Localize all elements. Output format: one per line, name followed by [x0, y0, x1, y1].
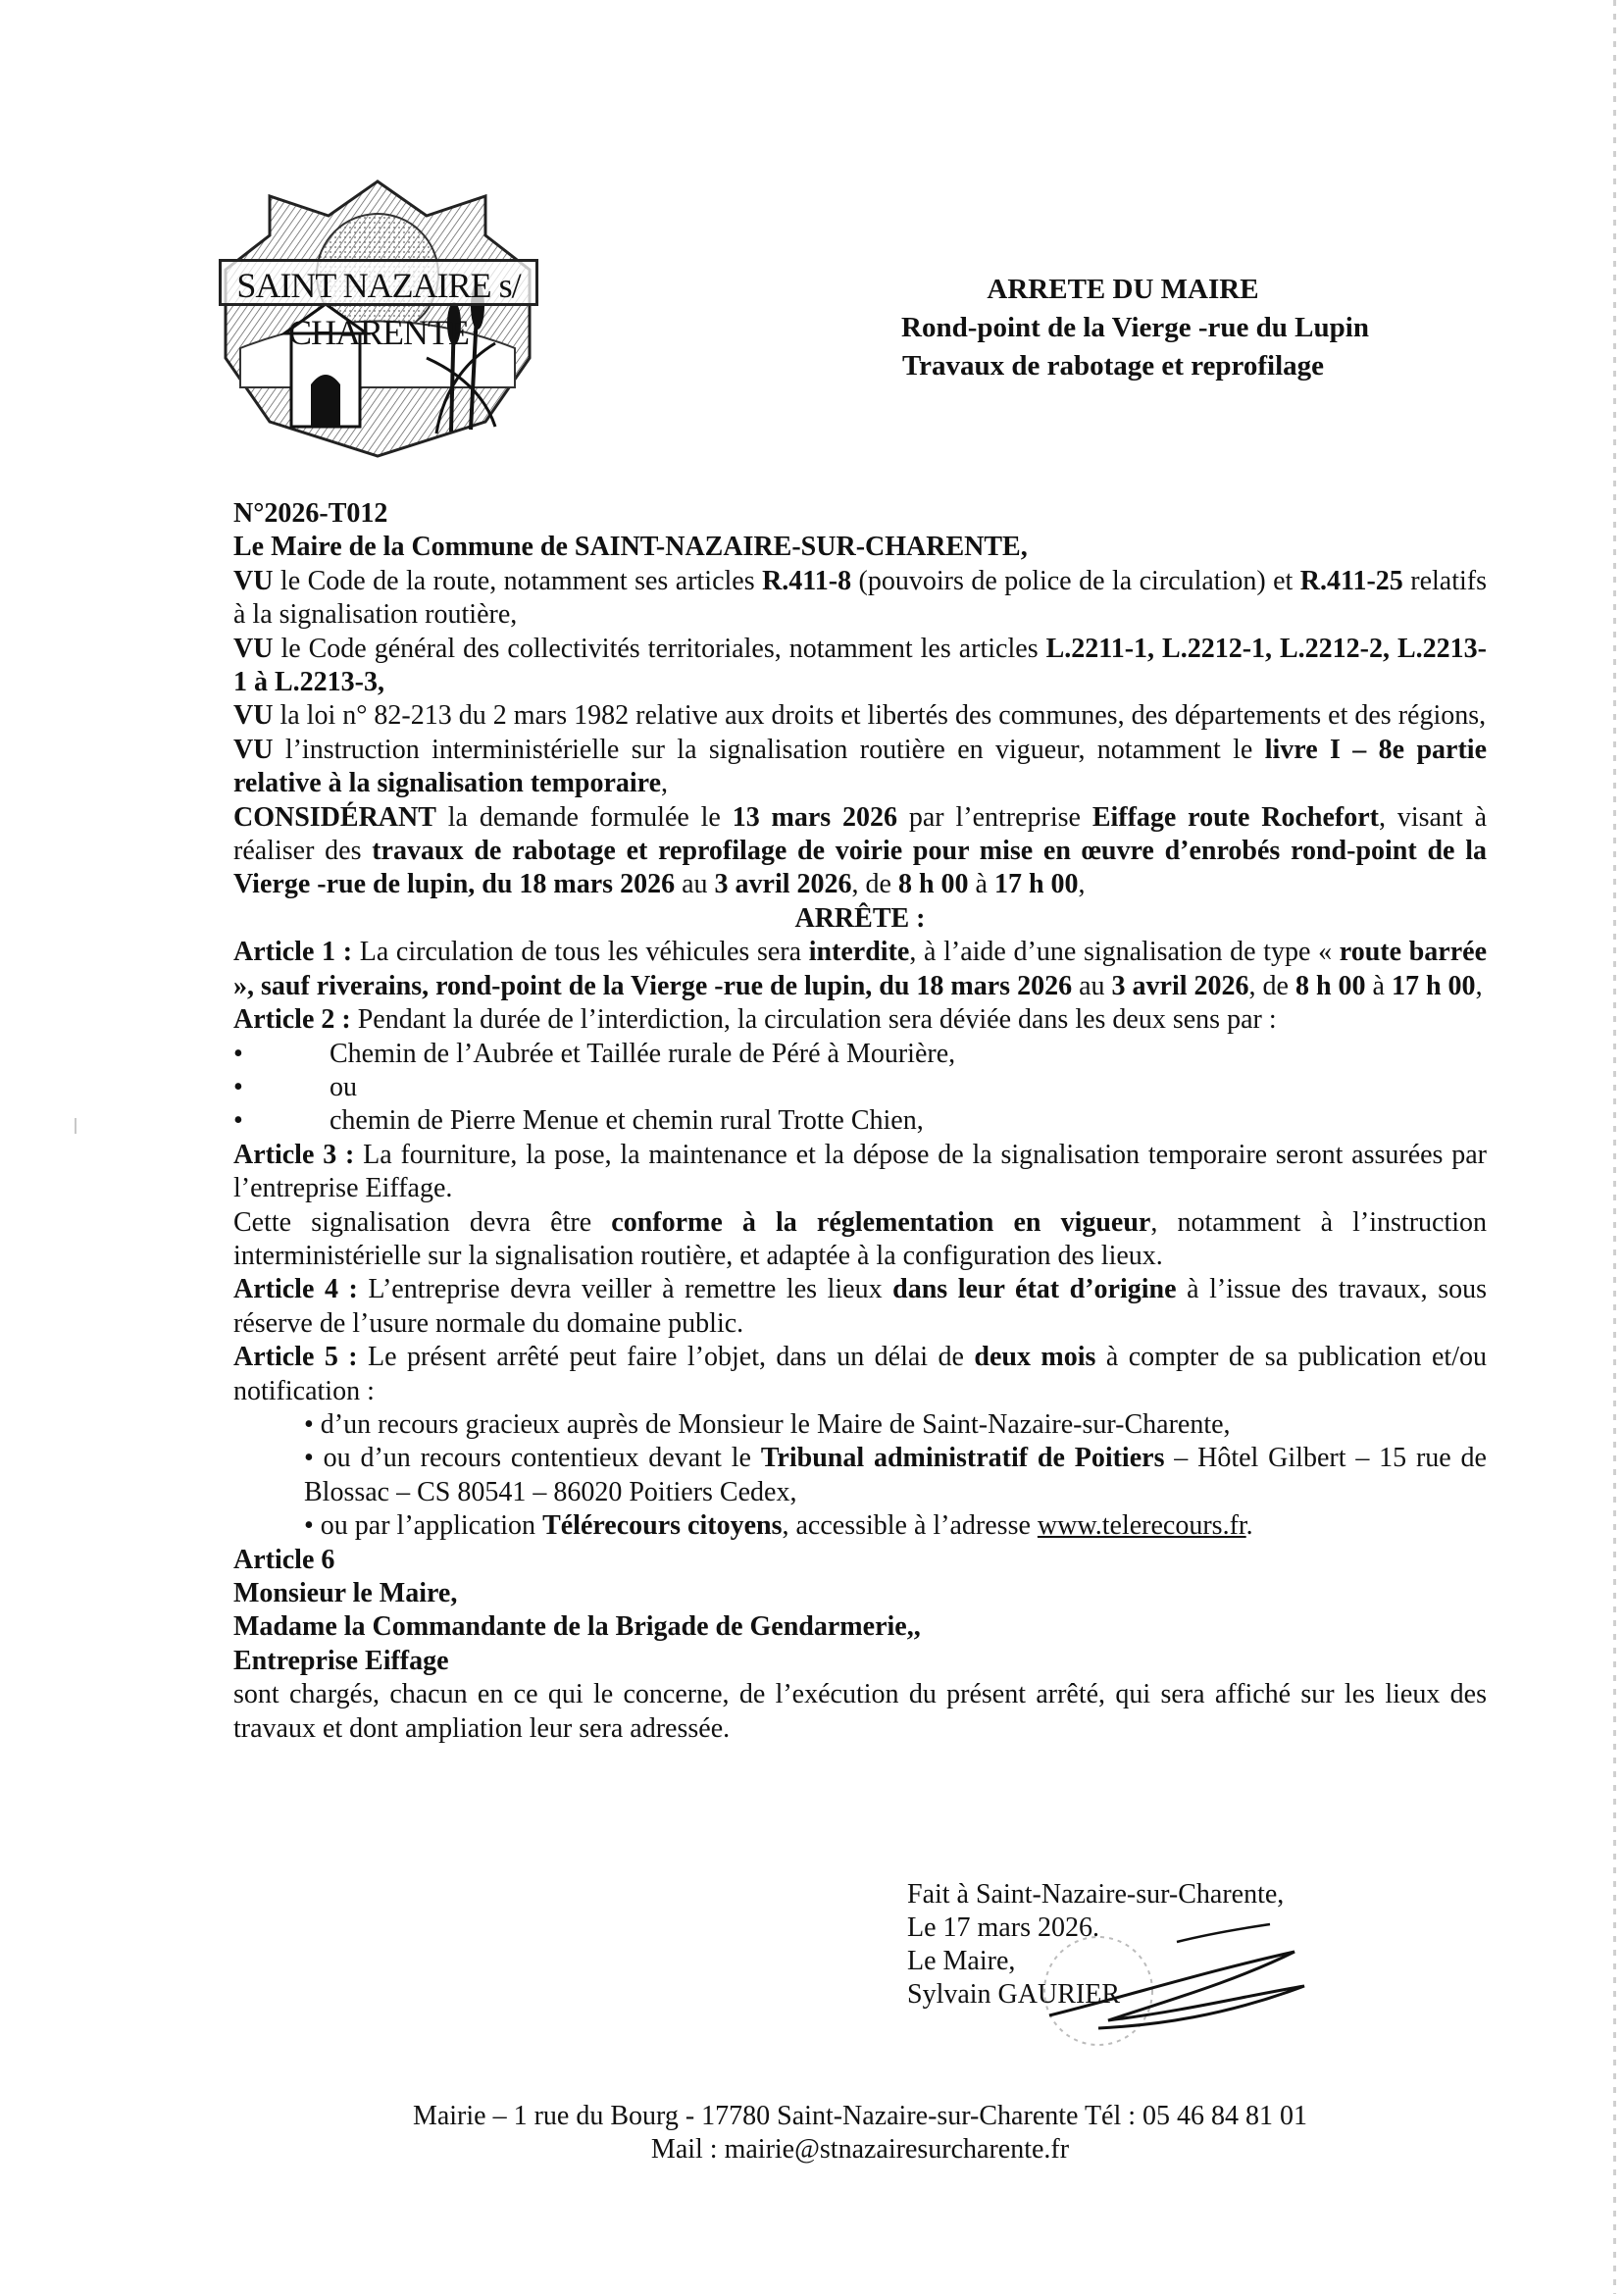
arrete-heading: ARRÊTE :	[794, 902, 926, 934]
telerecours-link[interactable]: www.telerecours.fr	[1037, 1510, 1246, 1542]
appeal-list	[233, 1408, 1487, 1544]
recipient: Madame la Commandante de la Brigade de Gendarmerie,,	[233, 1611, 921, 1643]
article-1: Article 1 : La circulation de tous les véhicules sera interdite, à l’aide d’une signalisation de type « route barrée », sauf riverains, rond-point de la Vierge -rue de lupin, du 18 mars 2026 au 3 avril 2026, de 8 h 00 à 17 h 00,	[233, 937, 1487, 1001]
recipient: Monsieur le Maire,	[233, 1578, 458, 1608]
town-logo	[201, 177, 554, 461]
signature-place: Fait à Saint-Nazaire-sur-Charente,	[907, 1879, 1285, 1910]
article-3: Article 3 : La fourniture, la pose, la maintenance et la dépose de la signalisation temporaire seront assurées par l’entreprise Eiffage.	[233, 1139, 1487, 1204]
recipient: Entreprise Eiffage	[233, 1645, 449, 1676]
footer-address: Mairie – 1 rue du Bourg - 17780 Saint-Nazaire-sur-Charente Tél : 05 46 84 81 01	[412, 2101, 1308, 2131]
decree-header	[765, 271, 1451, 385]
appeal-item: • d’un recours gracieux auprès de Monsieur le Maire de Saint-Nazaire-sur-Charente,	[304, 1408, 1231, 1440]
scan-mark	[75, 1118, 76, 1134]
appeal-item: • ou par l’application Télérecours citoyens, accessible à l’adresse www.telerecours.fr.	[304, 1510, 1253, 1542]
page-footer	[233, 2100, 1487, 2167]
decree-number: N°2026-T012	[233, 498, 388, 529]
article-5: Article 5 : Le présent arrêté peut faire l’objet, dans un délai de deux mois à compter de sa publication et/ou notification :	[233, 1342, 1487, 1406]
closing-paragraph: sont chargés, chacun en ce qui le concerne, de l’exécution du présent arrêté, qui sera affiché sur les lieux des travaux et dont ampliation leur sera adressée.	[233, 1679, 1487, 1744]
article-6: Article 6	[233, 1544, 335, 1575]
decree-title: ARRETE DU MAIRE	[987, 274, 1259, 305]
decree-subtitle: Rond-point de la Vierge -rue du Lupin	[901, 312, 1369, 343]
article-2: Article 2 : Pendant la durée de l’interdiction, la circulation sera déviée dans les deux sens par :	[233, 1004, 1277, 1036]
vu-cgct: VU le Code général des collectivités territoriales, notamment les articles L.2211-1, L.2212-1, L.2212-2, L.2213-1 à L.2213-3,	[233, 633, 1487, 698]
signature-name: Sylvain GAURIER	[907, 1979, 1120, 2010]
detour-item: • chemin de Pierre Menue et chemin rural Trotte Chien,	[233, 1105, 924, 1137]
article-4: Article 4 : L’entreprise devra veiller à remettre les lieux dans leur état d’origine à l’issue des travaux, sous réserve de l’usure normale du domaine public.	[233, 1274, 1488, 1339]
detour-item: • Chemin de l’Aubrée et Taillée rurale de Péré à Mourière,	[233, 1038, 956, 1069]
detour-item: • ou	[233, 1071, 357, 1102]
decree-subject: Travaux de rabotage et reprofilage	[901, 350, 1325, 382]
signature-date: Le 17 mars 2026.	[907, 1912, 1099, 1943]
considerant: CONSIDÉRANT la demande formulée le 13 mars 2026 par l’entreprise Eiffage route Rochefort, visant à réaliser des travaux de rabotage et reprofilage de voirie pour mise en œuvre d’enrobés rond-point de la Vierge -rue de lupin, du 18 mars 2026 au 3 avril 2026, de 8 h 00 à 17 h 00,	[233, 801, 1487, 900]
appeal-item: • ou d’un recours contentieux devant le Tribunal administratif de Poitiers – Hôtel Gilbert – 15 rue de Blossac – CS 80541 – 86020 Poitiers Cedex,	[304, 1443, 1487, 1507]
vu-code-route: VU le Code de la route, notamment ses articles R.411-8 (pouvoirs de police de la circulation) et R.411-25 relatifs à la signalisation routière,	[233, 565, 1487, 631]
handwritten-signature	[990, 1903, 1314, 2050]
scan-edge	[1613, 0, 1616, 2294]
article-3-signage: Cette signalisation devra être conforme à la réglementation en vigueur, notamment à l’instruction interministérielle sur la signalisation routière, et adaptée à la configuration des lieux.	[233, 1206, 1488, 1271]
signature-role: Le Maire,	[907, 1946, 1016, 1976]
mayor-line: Le Maire de la Commune de SAINT-NAZAIRE-SUR-CHARENTE,	[233, 532, 1028, 563]
decree-body	[233, 497, 1487, 1746]
town-logo-caption: SAINT NAZAIRE s/ CHARENTE	[219, 259, 538, 306]
vu-loi-1982: VU la loi n° 82-213 du 2 mars 1982 relative aux droits et libertés des communes, des départements et des régions,	[233, 700, 1487, 732]
vu-instruction: VU l’instruction interministérielle sur la signalisation routière en vigueur, notamment le livre I – 8e partie relative à la signalisation temporaire,	[233, 734, 1488, 799]
footer-mail: Mail : mairie@stnazairesurcharente.fr	[650, 2134, 1070, 2165]
